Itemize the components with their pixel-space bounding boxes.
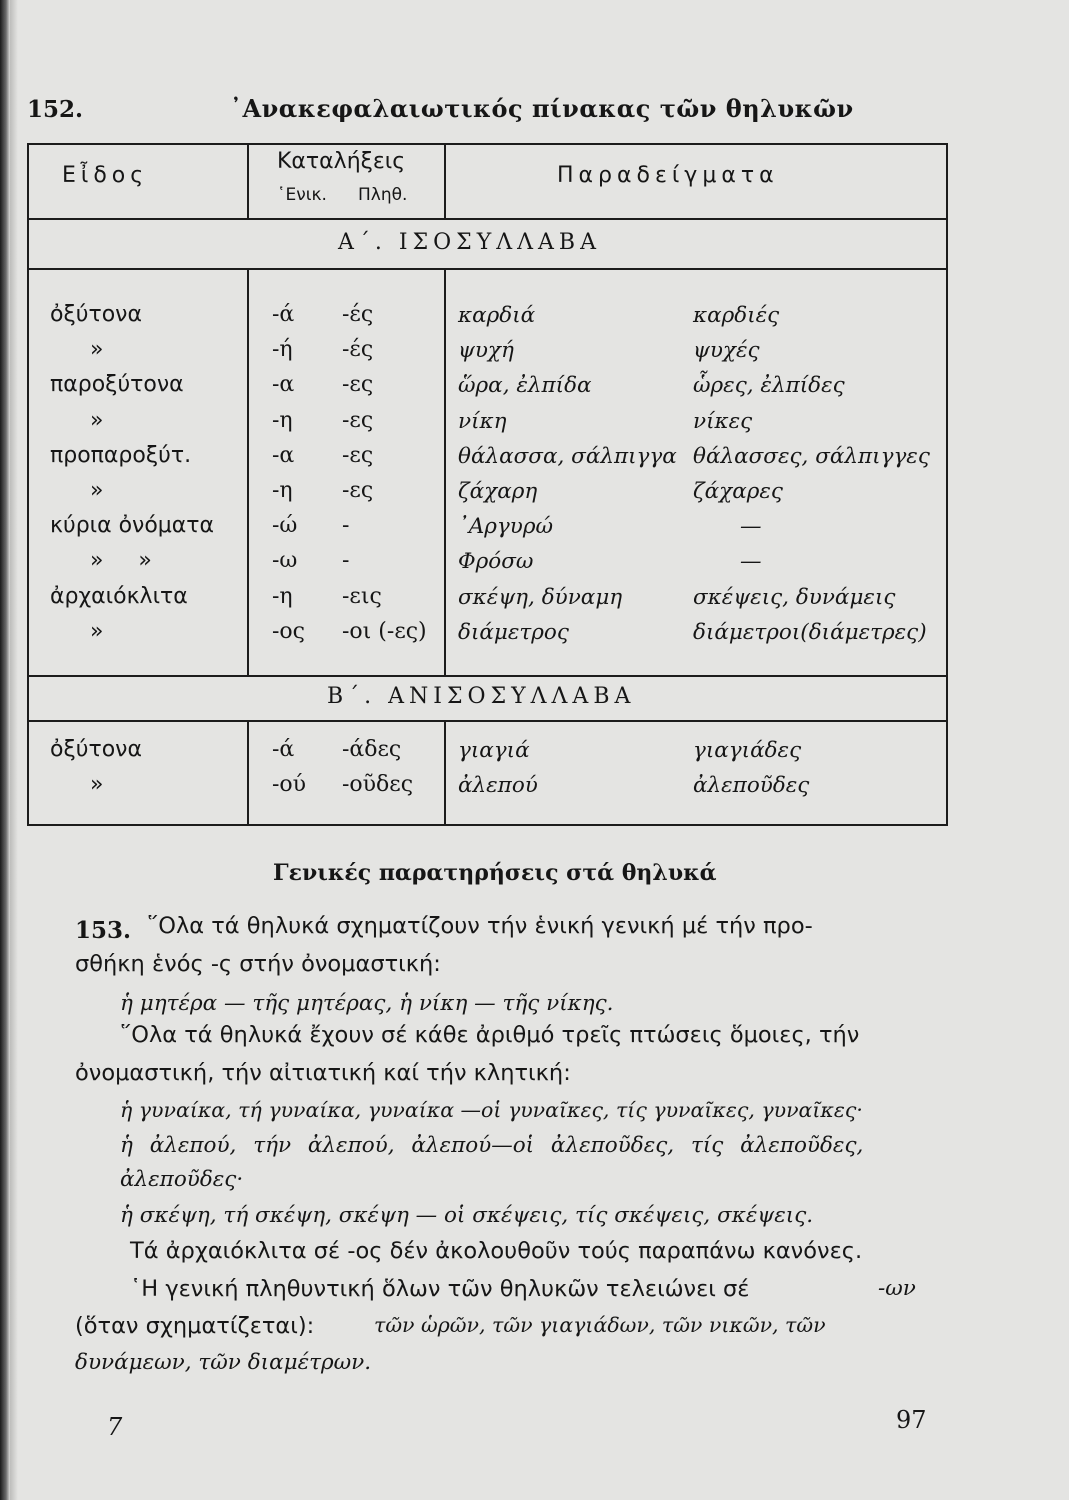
row-kind: » » (90, 548, 152, 574)
row-example-pl: ὧρες, ἐλπίδες (693, 373, 845, 399)
header-endings: Καταλήξεις (277, 149, 406, 174)
col-divider-2-group-b (444, 720, 446, 826)
p1-line2: σθήκη ἑνός -ς στήν ὀνομαστική: (75, 951, 441, 977)
page-binding-edge (0, 0, 10, 1500)
row-example-pl: διάμετροι(διάμετρες) (693, 619, 927, 645)
row-ending-sg: -ά (272, 737, 295, 762)
row-example-pl: ἀλεποῦδες (693, 773, 810, 798)
page-number: 97 (896, 1406, 927, 1434)
group-a-title: Α΄. ΙΣΟΣΥΛΛΑΒΑ (338, 230, 601, 255)
example-4: ἡ σκέψη, τή σκέψη, σκέψη — οἱ σκέψεις, τίς σκέψεις, σκέψεις. (120, 1203, 814, 1228)
p1-line1: ῞Ολα τά θηλυκά σχηματίζουν τήν ἑνική γενική μέ τήν προ- (147, 913, 813, 939)
row-example-pl: γιαγιάδες (693, 738, 802, 763)
row-ending-pl: -ές (342, 302, 374, 327)
row-kind: » (90, 618, 104, 644)
row-example-sg: νίκη (458, 408, 507, 434)
row-example-sg: καρδιά (458, 303, 536, 328)
row-example-sg: θάλασσα, σάλπιγγα (458, 443, 677, 469)
row-ending-pl: - (342, 548, 350, 574)
p3: Τά ἀρχαιόκλιτα σέ -ος δέν ἀκολουθοῦν τούς παραπάνω κανόνες. (130, 1238, 863, 1264)
row-ending-sg: -α (272, 372, 295, 398)
example-1: ἡ μητέρα — τῆς μητέρας, ἡ νίκη — τῆς νίκης. (120, 991, 614, 1016)
p4-line1-a: ῾Η γενική πληθυντική ὅλων τῶν θηλυκῶν τελειώνει σέ (130, 1276, 750, 1302)
general-remarks-heading: Γενικές παρατηρήσεις στά θηλυκά (273, 860, 717, 886)
col-divider-1-header (247, 143, 249, 220)
p4-line1-b: -ων (878, 1276, 916, 1301)
signature-mark: 7 (107, 1413, 123, 1441)
group-b-top-divider (27, 675, 948, 677)
row-ending-pl: -ες (342, 478, 374, 503)
row-ending-sg: -ή (272, 337, 293, 363)
row-kind: κύρια ὀνόματα (50, 513, 215, 539)
row-example-pl: σκέψεις, δυνάμεις (693, 584, 896, 610)
page-binding-shadow (10, 0, 18, 1500)
row-ending-sg: -α (272, 442, 295, 468)
example-2: ἡ γυναίκα, τή γυναίκα, γυναίκα —οἱ γυναῖκες, τίς γυναῖκες, γυναῖκες· (120, 1098, 863, 1122)
row-example-sg: ᾿Αργυρώ (458, 514, 554, 540)
row-ending-sg: -ά (272, 302, 295, 327)
row-ending-sg: -η (272, 583, 293, 609)
header-examples: Παραδείγματα (557, 163, 779, 188)
row-ending-pl: -άδες (342, 737, 402, 762)
row-example-pl: καρδιές (693, 303, 780, 328)
row-example-sg: ζάχαρη (458, 479, 538, 504)
row-kind: προπαροξύτ. (50, 442, 192, 468)
row-ending-pl: -οῦδες (342, 772, 414, 797)
group-b-divider (27, 720, 948, 722)
section-152-number: 152. (27, 96, 84, 123)
row-ending-pl: -οι (-ες) (342, 618, 427, 644)
header-kind: Εἶδος (62, 163, 149, 188)
row-kind: » (90, 337, 104, 363)
p2-line1: ῞Ολα τά θηλυκά ἔχουν σέ κάθε ἀριθμό τρεῖς πτώσεις ὅμοιες, τήν (120, 1022, 860, 1048)
header-endings-pl: Πληθ. (358, 185, 408, 205)
row-example-pl: — (740, 514, 762, 540)
table-bottom-border (27, 824, 948, 826)
example-3-line1: ἡ ἀλεπού, τήν ἀλεπού, ἀλεπού—οἱ ἀλεποῦδες, τίς ἀλεποῦδες, (120, 1133, 864, 1158)
row-kind: » (90, 772, 104, 797)
row-example-sg: γιαγιά (458, 738, 530, 763)
row-kind: παροξύτονα (50, 372, 184, 398)
group-a-divider (27, 268, 948, 270)
row-example-pl: ψυχές (693, 338, 760, 364)
row-ending-sg: -ώ (272, 513, 298, 539)
row-example-sg: ὥρα, ἐλπίδα (458, 373, 592, 399)
row-ending-sg: -η (272, 407, 293, 433)
row-ending-sg: -η (272, 478, 293, 503)
row-ending-pl: - (342, 513, 350, 539)
col-divider-2-header (444, 143, 446, 220)
row-ending-sg: -ού (272, 772, 307, 797)
table-left-border (27, 143, 29, 826)
col-divider-1-group-a (247, 268, 249, 677)
header-endings-sg: ῾Ενικ. (277, 185, 327, 205)
row-example-pl: θάλασσες, σάλπιγγες (693, 443, 930, 469)
p2-line2: ὀνομαστική, τήν αἰτιατική καί τήν κλητική: (75, 1060, 571, 1086)
row-kind: ὀξύτονα (50, 302, 142, 327)
row-ending-pl: -ες (342, 442, 374, 468)
row-example-sg: σκέψη, δύναμη (458, 584, 623, 610)
row-ending-sg: -ος (272, 618, 305, 644)
col-divider-1-group-b (247, 720, 249, 826)
row-example-pl: — (740, 549, 762, 575)
row-ending-sg: -ω (272, 548, 298, 574)
p4-line2-b: τῶν ὡρῶν, τῶν γιαγιάδων, τῶν νικῶν, τῶν (374, 1313, 826, 1337)
col-divider-2-group-a (444, 268, 446, 677)
row-kind: ὀξύτονα (50, 737, 142, 762)
table-header-divider (27, 218, 948, 220)
table-right-border (946, 143, 948, 826)
row-ending-pl: -ες (342, 407, 374, 433)
row-ending-pl: -ές (342, 337, 374, 363)
table-top-border (27, 143, 948, 145)
row-example-sg: Φρόσω (458, 549, 534, 575)
example-3-line2: ἀλεποῦδες· (120, 1167, 244, 1192)
row-kind: » (90, 478, 104, 503)
section-153-number: 153. (75, 917, 132, 944)
row-ending-pl: -εις (342, 583, 382, 609)
row-kind: » (90, 407, 104, 433)
p4-line2-a: (ὅταν σχηματίζεται): (75, 1313, 315, 1339)
row-example-pl: νίκες (693, 408, 753, 434)
row-example-sg: ψυχή (458, 338, 514, 364)
p4-line3: δυνάμεων, τῶν διαμέτρων. (75, 1350, 372, 1375)
row-example-sg: ἀλεπού (458, 773, 538, 798)
group-b-title: Β΄. ΑΝΙΣΟΣΥΛΛΑΒΑ (327, 684, 636, 709)
section-152-title: ᾿Ανακεφαλαιωτικός πίνακας τῶν θηλυκῶν (230, 94, 854, 123)
row-example-sg: διάμετρος (458, 619, 569, 645)
row-ending-pl: -ες (342, 372, 374, 398)
row-example-pl: ζάχαρες (693, 479, 783, 504)
row-kind: ἀρχαιόκλιτα (50, 583, 188, 609)
